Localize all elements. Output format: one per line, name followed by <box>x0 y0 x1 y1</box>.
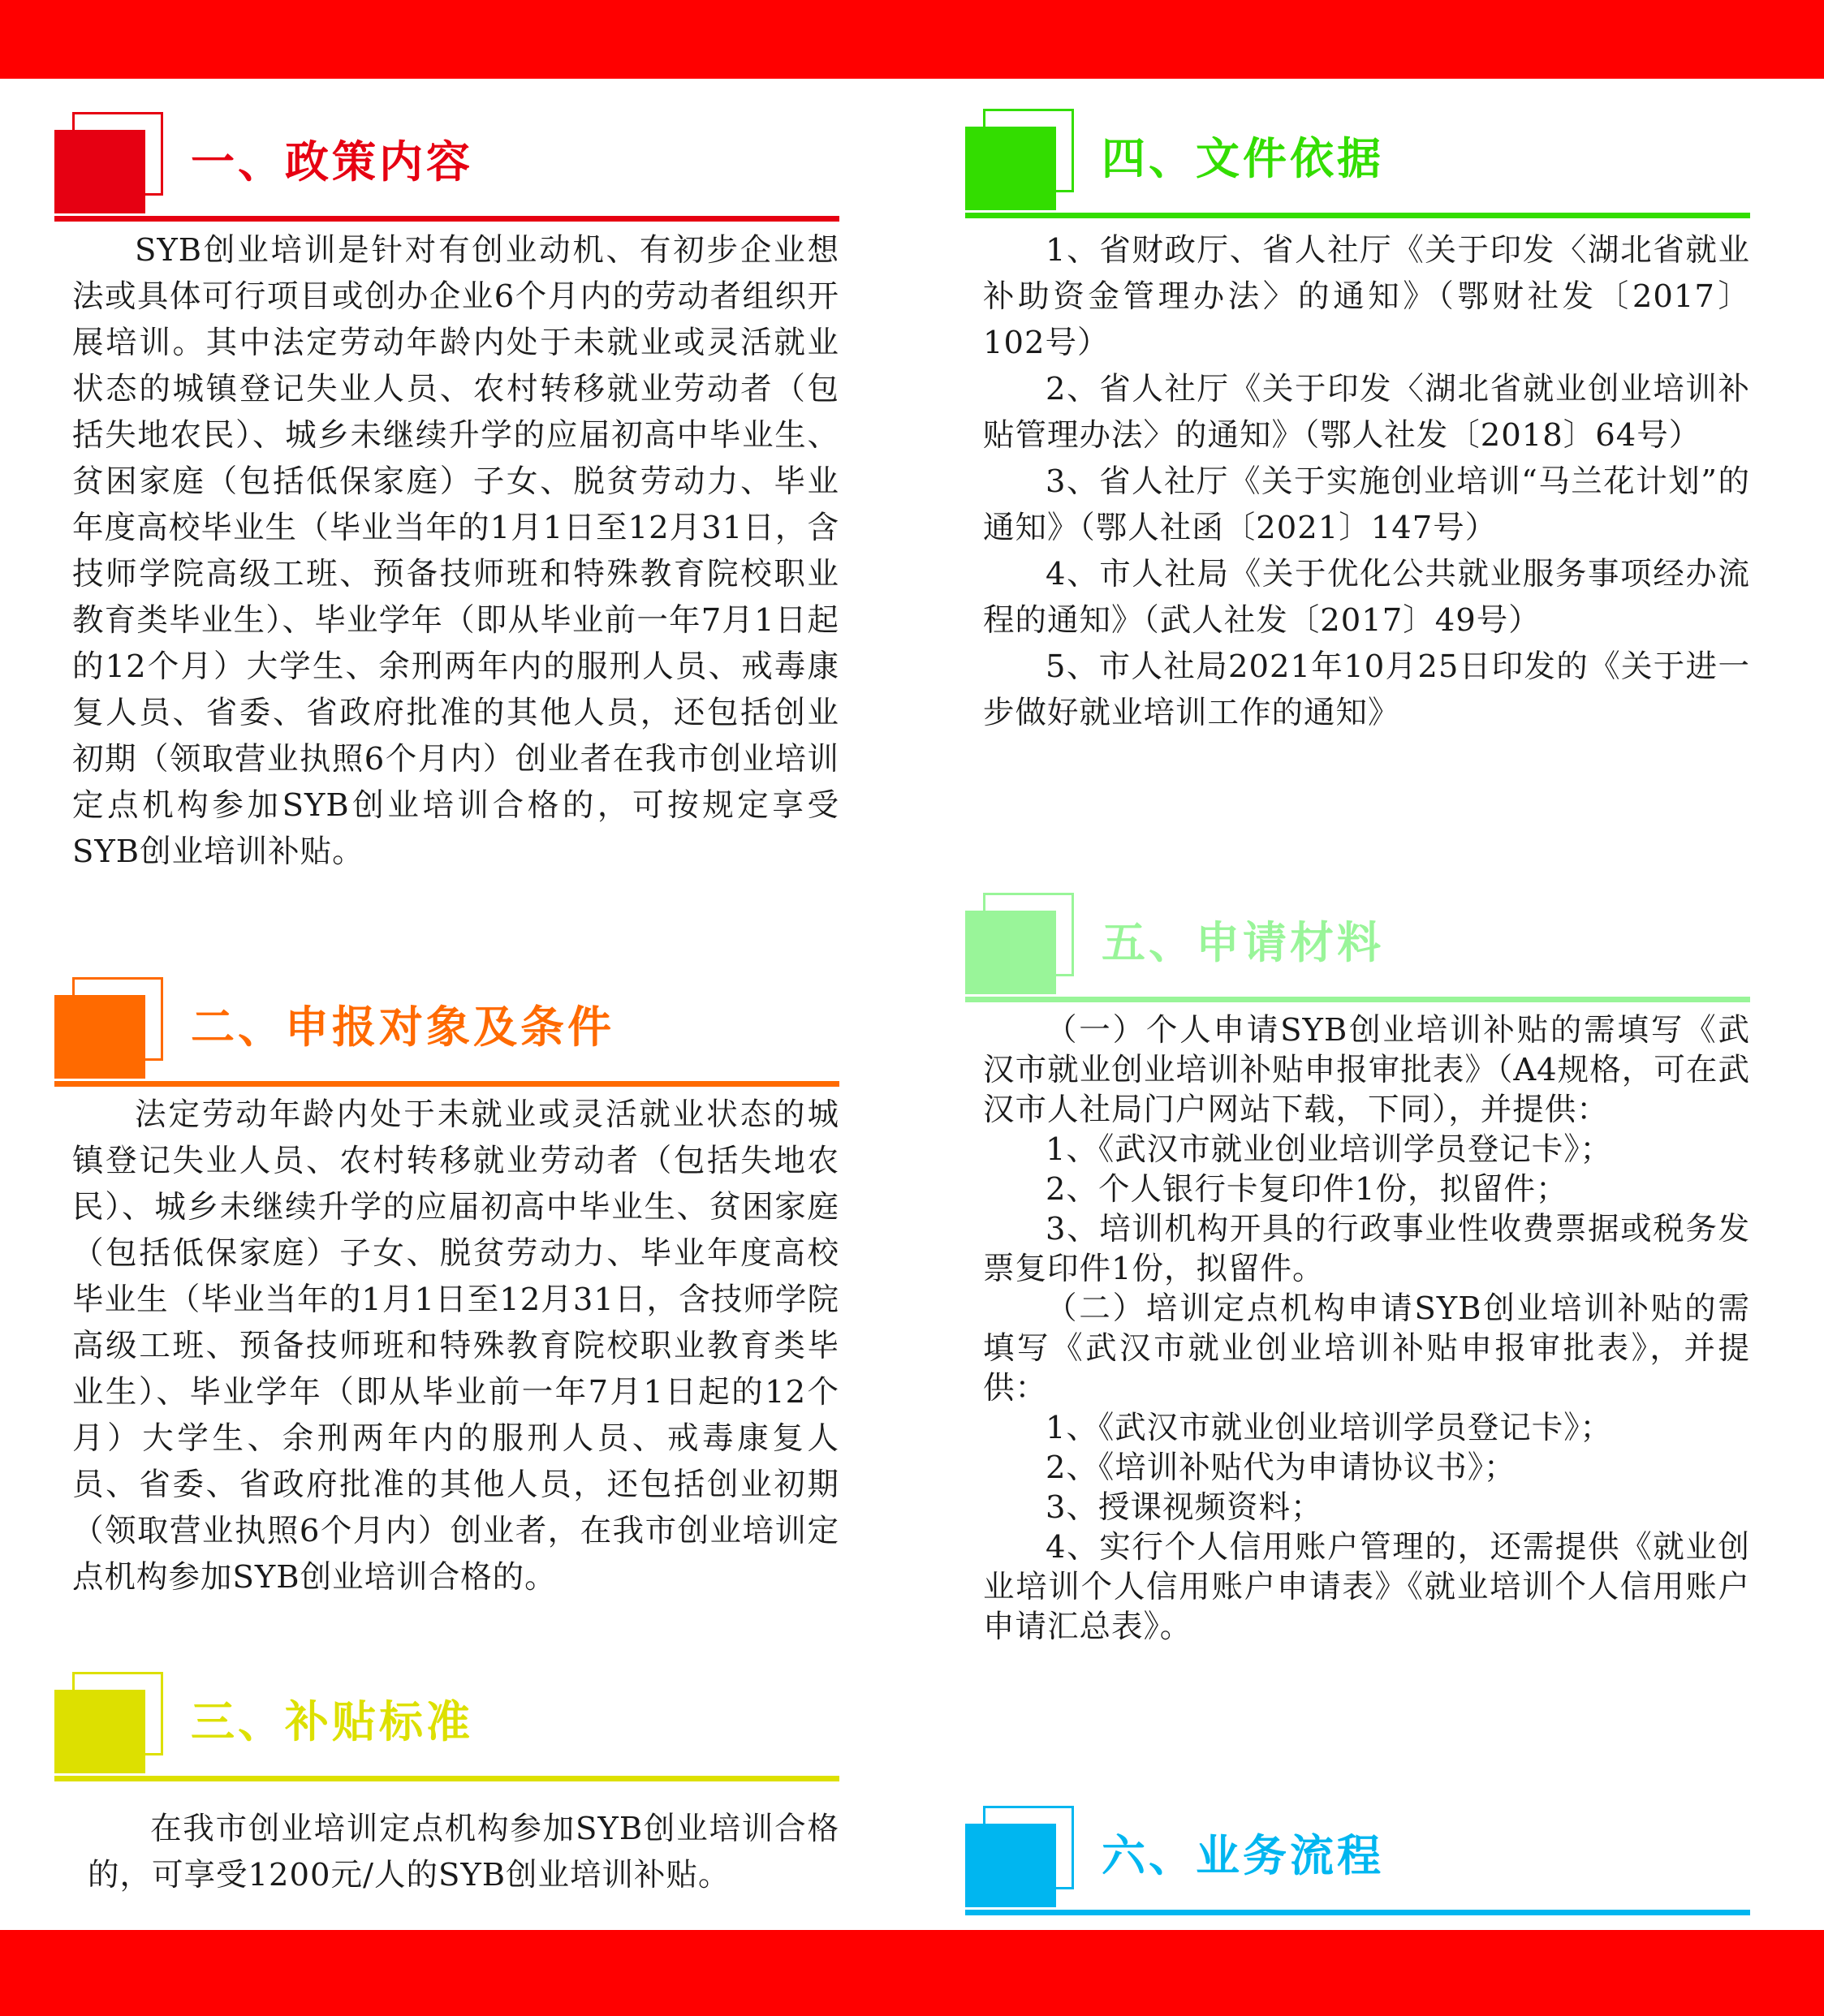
list-item: 1、《武汉市就业创业培训学员登记卡》； <box>1046 1410 1612 1446</box>
top-red-band <box>0 0 1824 79</box>
header-underline <box>54 1776 839 1781</box>
section-body-documents <box>983 227 1750 736</box>
list-item: （一）个人申请SYB创业培训补贴的需填写《武汉市就业创业培训补贴申报审批表》（A4规格，可在武汉市人社局门户网站下载，下同），并提供： <box>983 1012 1750 1128</box>
section-header-eligibility <box>72 977 839 1091</box>
header-underline <box>965 213 1750 218</box>
header-square-solid-icon <box>965 1824 1056 1907</box>
section-header-policy <box>72 112 839 226</box>
list-item: 3、省人社厅《关于实施创业培训“马兰花计划”的通知》（鄂人社函〔2021〕147号） <box>983 463 1750 546</box>
list-item: 2、省人社厅《关于印发〈湖北省就业创业培训补贴管理办法〉的通知》（鄂人社发〔2018〕64号） <box>983 371 1750 454</box>
list-item: 3、培训机构开具的行政事业性收费票据或税务发票复印件1份，拟留件。 <box>983 1211 1750 1287</box>
list-item: 1、省财政厅、省人社厅《关于印发〈湖北省就业补助资金管理办法〉的通知》（鄂财社发〔2017〕102号） <box>983 232 1750 361</box>
section-title: 二、申报对象及条件 <box>191 1002 614 1053</box>
header-underline <box>54 1081 839 1087</box>
bottom-red-band <box>0 1930 1824 2016</box>
section-header-subsidy <box>72 1672 839 1786</box>
header-underline <box>965 1910 1750 1915</box>
list-item: 5、市人社局2021年10月25日印发的《关于进一步做好就业培训工作的通知》 <box>983 648 1750 731</box>
section-body-materials <box>983 1010 1750 1647</box>
section-body-eligibility <box>72 1092 839 1600</box>
paragraph: 法定劳动年龄内处于未就业或灵活就业状态的城镇登记失业人员、农村转移就业劳动者（包括失地农民）、城乡未继续升学的应届初高中毕业生、贫困家庭（包括低保家庭）子女、脱贫劳动力、毕业年度高校毕业生（毕业当年的1月1日至12月31日，含技师学院高级工班、预备技师班和特殊教育院校职业教育类毕业生）、毕业学年（即从毕业前一年7月1日起的12个月）大学生、余刑两年内的服刑人员、戒毒康复人员、省委、省政府批准的其他人员，还包括创业初期（领取营业执照6个月内）创业者，在我市创业培训定点机构参加SYB创业培训合格的。 <box>72 1096 839 1596</box>
paragraph: SYB创业培训是针对有创业动机、有初步企业想法或具体可行项目或创办企业6个月内的劳动者组织开展培训。其中法定劳动年龄内处于未就业或灵活就业状态的城镇登记失业人员、农村转移就业劳动者（包括失地农民）、城乡未继续升学的应届初高中毕业生、贫困家庭（包括低保家庭）子女、脱贫劳动力、毕业年度高校毕业生（毕业当年的1月1日至12月31日，含技师学院高级工班、预备技师班和特殊教育院校职业教育类毕业生）、毕业学年（即从毕业前一年7月1日起的12个月）大学生、余刑两年内的服刑人员、戒毒康复人员、省委、省政府批准的其他人员，还包括创业初期（领取营业执照6个月内）创业者在我市创业培训定点机构参加SYB创业培训合格的，可按规定享受SYB创业培训补贴。 <box>72 232 839 870</box>
section-header-materials <box>983 893 1750 1006</box>
header-underline <box>54 216 839 222</box>
list-item: 2、《培训补贴代为申请协议书》； <box>1046 1450 1516 1486</box>
list-item: 4、实行个人信用账户管理的，还需提供《就业创业培训个人信用账户申请表》《就业培训个人信用账户申请汇总表》。 <box>983 1529 1750 1645</box>
list-item: 1、《武汉市就业创业培训学员登记卡》； <box>1046 1131 1612 1168</box>
header-square-solid-icon <box>965 911 1056 994</box>
header-square-solid-icon <box>54 995 145 1079</box>
list-item: 4、市人社局《关于优化公共就业服务事项经办流程的通知》（武人社发〔2017〕49号） <box>983 556 1750 639</box>
header-underline <box>965 997 1750 1002</box>
section-title: 五、申请材料 <box>1102 917 1384 968</box>
section-header-process <box>983 1806 1750 1919</box>
paragraph: 在我市创业培训定点机构参加SYB创业培训合格的，可享受1200元/人的SYB创业培训补贴。 <box>88 1811 839 1893</box>
section-title: 一、政策内容 <box>191 136 473 187</box>
section-title: 四、文件依据 <box>1102 133 1384 184</box>
section-header-documents <box>983 109 1750 222</box>
section-body-subsidy <box>88 1806 839 1898</box>
list-item: 2、个人银行卡复印件1份，拟留件； <box>1046 1171 1568 1208</box>
header-square-solid-icon <box>54 1690 145 1773</box>
header-square-solid-icon <box>54 130 145 213</box>
section-title: 三、补贴标准 <box>191 1696 473 1747</box>
list-item: （二）培训定点机构申请SYB创业培训补贴的需填写《武汉市就业创业培训补贴申报审批表》，并提供： <box>983 1290 1750 1406</box>
section-title: 六、业务流程 <box>1102 1830 1384 1881</box>
list-item: 3、授课视频资料； <box>1046 1489 1323 1526</box>
header-square-solid-icon <box>965 127 1056 210</box>
section-body-policy <box>72 227 839 875</box>
